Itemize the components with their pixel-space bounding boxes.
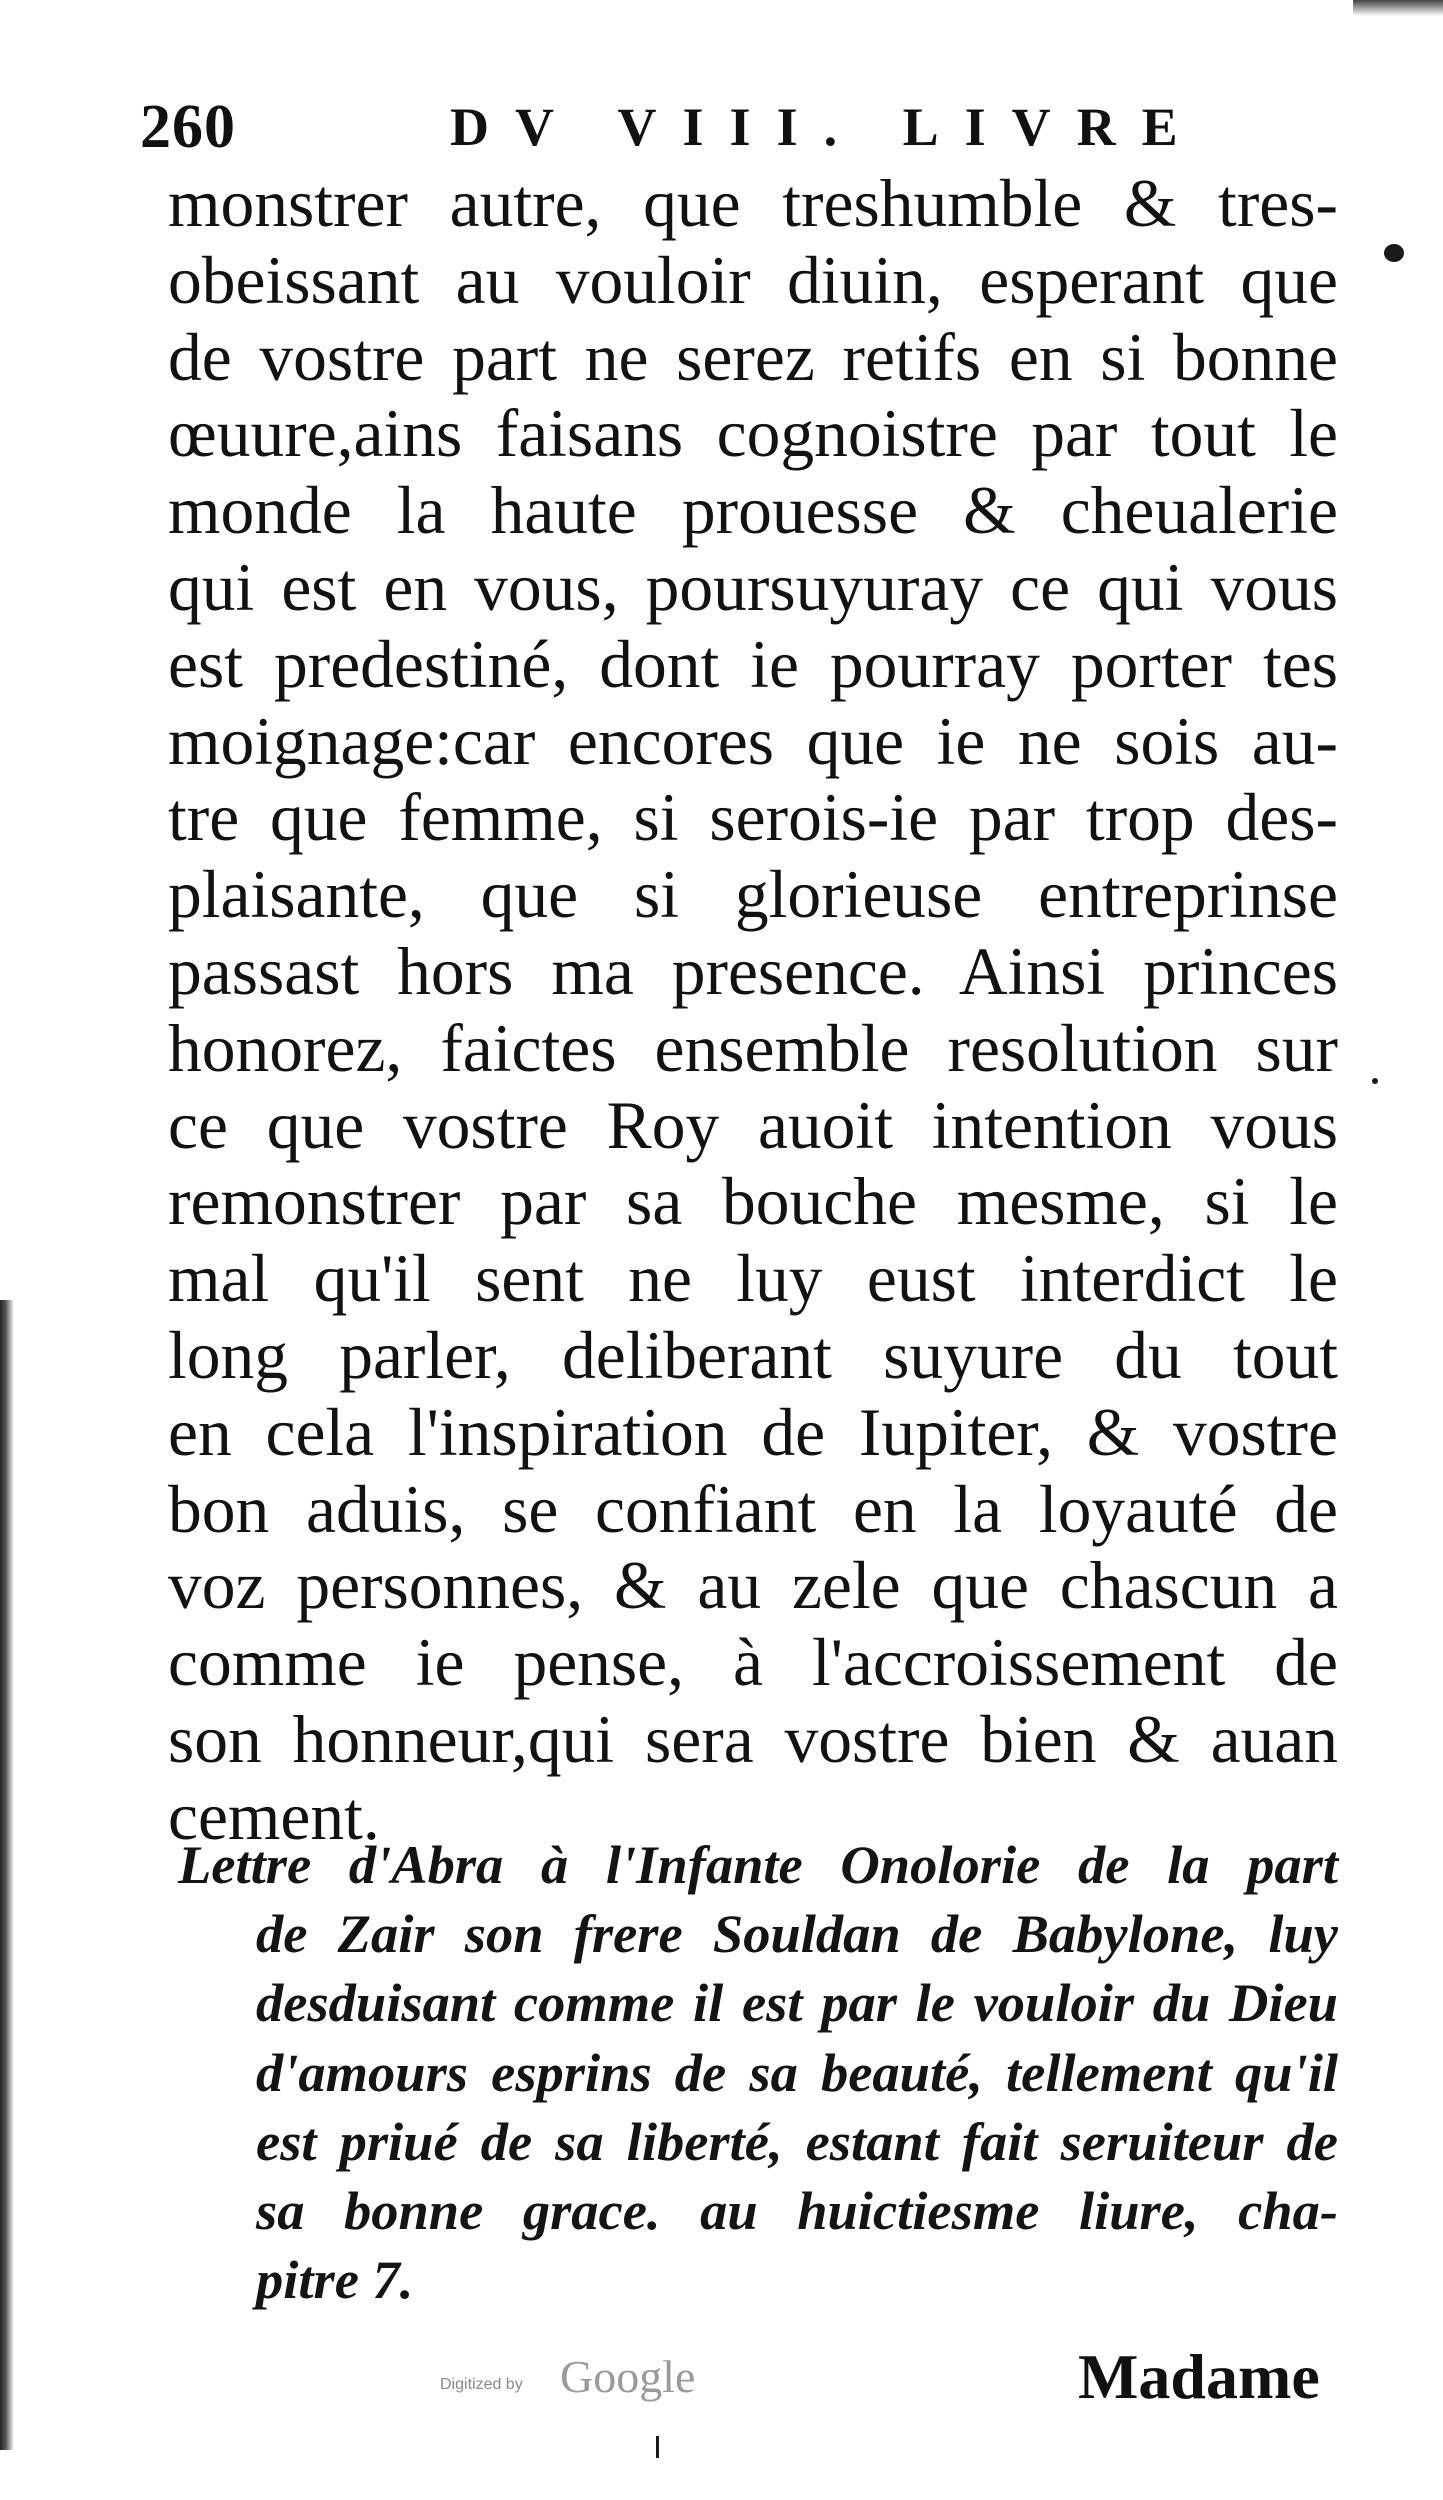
heading-line: Lettre d'Abra à l'Infante Onolorie de la part	[178, 1834, 1338, 1895]
text-line: en cela l'inspiration de Iupiter, & vostre	[168, 1394, 1338, 1470]
heading-line: d'amours esprins de sa beauté, tellement qu'il	[256, 2041, 1338, 2103]
running-title: DV VIII. LIVRE	[450, 97, 1204, 157]
text-line: qui est en vous, poursuyuray ce qui vous	[168, 549, 1338, 625]
text-line: ce que vostre Roy auoit intention vous	[168, 1087, 1338, 1163]
digitized-watermark	[440, 2350, 750, 2410]
text-line: monstrer autre, que treshumble & tres-	[168, 166, 1338, 241]
text-line: obeissant au vouloir diuin, esperant que	[168, 242, 1338, 318]
page-edge-shadow	[0, 1300, 14, 2450]
heading-line: est priué de sa liberté, estant fait seruiteur de	[256, 2110, 1338, 2172]
text-line: œuure,ains faisans cognoistre par tout le	[168, 396, 1338, 472]
letter-heading	[178, 1830, 1338, 2314]
google-logo-text: Google	[560, 2351, 696, 2402]
ink-mark	[1384, 244, 1404, 262]
text-line: cement.	[168, 1778, 380, 1854]
heading-line: sa bonne grace. au huictiesme liure, cha-	[256, 2179, 1338, 2241]
ink-mark	[1372, 1078, 1378, 1084]
page-number: 260	[140, 93, 236, 161]
text-line: est predestiné, dont ie pourray porter tes	[168, 626, 1338, 702]
heading-line: desduisant comme il est par le vouloir du Dieu	[256, 1972, 1338, 2034]
text-line: long parler, deliberant suyure du tout	[168, 1317, 1338, 1393]
running-head	[140, 92, 1340, 172]
body-paragraph	[168, 166, 1338, 1856]
text-line: passast hors ma presence. Ainsi princes	[168, 933, 1338, 1009]
text-line: honorez, faictes ensemble resolution sur	[168, 1010, 1338, 1086]
text-line: plaisante, que si glorieuse entreprinse	[168, 857, 1338, 933]
heading-line: de Zair son frere Souldan de Babylone, luy	[256, 1903, 1338, 1965]
text-line: bon aduis, se confiant en la loyauté de	[168, 1471, 1338, 1547]
text-line: son honneur,qui sera vostre bien & auan	[168, 1701, 1338, 1777]
ink-mark	[656, 2436, 659, 2458]
catchword: Madame	[1078, 2341, 1320, 2412]
text-line: mal qu'il sent ne luy eust interdict le	[168, 1241, 1338, 1317]
heading-line: pitre 7.	[256, 2249, 414, 2311]
text-line: moignage:car encores que ie ne sois au-	[168, 703, 1338, 779]
text-line: monde la haute prouesse & cheualerie	[168, 473, 1338, 549]
text-line: tre que femme, si serois-ie par trop des-	[168, 780, 1338, 856]
text-line: remonstrer par sa bouche mesme, si le	[168, 1164, 1338, 1240]
digitized-label: Digitized by	[440, 2376, 523, 2393]
page-corner-shadow	[1353, 0, 1443, 16]
text-line: voz personnes, & au zele que chascun a	[168, 1548, 1338, 1624]
text-line: comme ie pense, à l'accroissement de	[168, 1625, 1338, 1701]
text-line: de vostre part ne serez retifs en si bonne	[168, 319, 1338, 395]
